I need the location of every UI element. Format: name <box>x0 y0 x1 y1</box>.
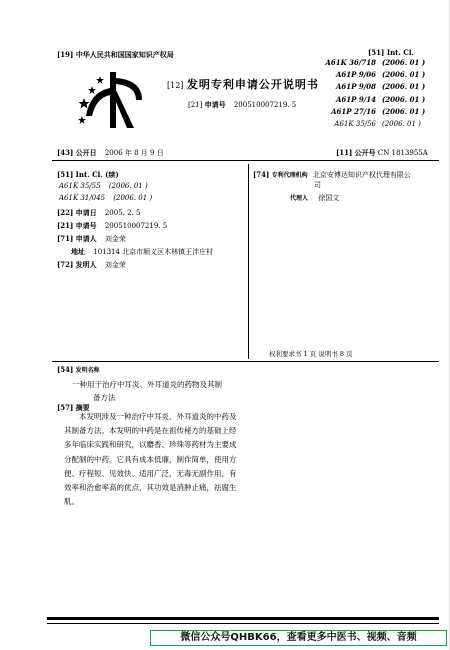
header-rule <box>52 160 439 161</box>
ipc-code: A61P 9/08 <box>335 82 376 92</box>
ipc-code: A61K 35/55 <box>59 182 101 190</box>
pub-date-line <box>57 148 164 158</box>
code-54: [54] <box>57 365 74 374</box>
ipc-year: (2006. 01 ) <box>108 182 148 190</box>
ipc-code: A61P 9/14 <box>335 94 376 104</box>
sipo-logo-icon <box>76 70 146 130</box>
code-12: [12] <box>167 81 184 90</box>
filing-date-value: 2005. 2. 5 <box>104 209 141 217</box>
app-no-value-b: 200510007219. 5 <box>104 222 168 230</box>
applicant-value: 刘金荣 <box>104 235 126 243</box>
ipc-year: (2006. 01 ) <box>113 194 153 202</box>
app-no-header <box>188 100 296 110</box>
wechat-banner: 微信公众号QHBK66，查看更多中医书、视频、音频 <box>150 630 447 646</box>
claims-info: 权利要求书 1 页 说明书 8 页 <box>269 350 353 358</box>
code-21: [21] <box>188 101 203 109</box>
app-no-value: 200510007219. 5 <box>233 101 297 109</box>
code-57: [57] <box>57 403 74 412</box>
address-value: 101314 北京市顺义区木林镇王泮庄村 <box>93 248 214 256</box>
pub-date-label: 公开日 <box>75 148 97 157</box>
ipc-row <box>320 57 432 69</box>
pub-no-label: 公开号 <box>354 148 376 157</box>
code-19: [19] <box>57 50 74 59</box>
pub-date-value: 2006 年 8 月 9 日 <box>104 149 164 157</box>
ipc-code: A61K 35/56 <box>334 119 376 128</box>
invention-title: 一种用于治疗中耳炎、外耳道炎的药物及其制 <box>72 380 222 389</box>
applicant-label: 申请人 <box>75 234 97 243</box>
ipc-year: (2006. 01 ) <box>382 94 426 104</box>
invention-title-cont: 备方法 <box>93 393 116 402</box>
agency-value: 北京安博达知识产权代理有限公 <box>312 171 411 179</box>
middle-rule <box>52 361 439 362</box>
column-divider <box>248 164 249 359</box>
agency-row <box>253 170 411 180</box>
int-cl-label: Int. Cl. <box>386 48 414 57</box>
code-74: [74] <box>253 170 270 179</box>
code-51b: [51] <box>57 170 74 179</box>
app-no-label-b: 申请号 <box>75 221 97 230</box>
authority-line <box>57 50 174 59</box>
ipc-code: A61P 9/06 <box>335 70 376 80</box>
abstract-text: 本发明涉及一种治疗中耳炎、外耳道炎的中药及其制备方法。本发明的中药是在祖传秘方的基础上经多年临床实践和研究，以麝香、珍珠等药材为主要成分配制的中药，它具有成本低廉，制作简单，使用方便、疗程短、见效快、适用广泛、无毒无副作用，有效率和治愈率高的优点，其功效是消肿止痛，祛腐生肌。 <box>64 412 237 507</box>
ipc-year: (2006. 01 ) <box>382 119 421 128</box>
filing-date-row <box>57 208 140 218</box>
bottom-rule-thin <box>47 623 439 624</box>
agent-value: 徐国文 <box>318 194 340 202</box>
agency-value-cont: 司 <box>314 181 321 189</box>
ipc-list <box>320 57 432 130</box>
invention-heading <box>57 365 100 375</box>
code-71: [71] <box>57 234 74 243</box>
address-label: 地址 <box>71 247 85 256</box>
ipc-code: A61K 36/718 <box>325 58 376 67</box>
inventor-row <box>57 260 126 270</box>
ipc-year: (2006. 01 ) <box>382 106 426 116</box>
agent-label: 代理人 <box>290 195 309 202</box>
authority-name: 中华人民共和国国家知识产权局 <box>75 50 174 59</box>
code-21b: [21] <box>57 221 74 230</box>
code-51: [51] <box>368 48 385 57</box>
code-22: [22] <box>57 208 74 217</box>
window-top-frame <box>0 0 450 14</box>
int-cl-cont-label: Int. Cl. (续) <box>75 170 119 179</box>
patent-document <box>0 14 449 650</box>
inventor-label: 发明人 <box>75 260 97 269</box>
app-no-row <box>57 221 167 231</box>
agent-row <box>290 194 339 203</box>
ipc-year: (2006. 01 ) <box>382 58 426 67</box>
invention-title-label: 发明名称 <box>75 367 100 374</box>
ipc-row <box>320 69 432 81</box>
int-cl-cont <box>57 170 119 180</box>
applicant-row <box>57 234 126 244</box>
ipc-row <box>320 94 432 106</box>
code-43: [43] <box>57 148 74 157</box>
ipc-row <box>320 118 432 130</box>
agency-label: 专利代理机构 <box>271 172 308 179</box>
address-row <box>71 247 213 257</box>
app-no-label: 申请号 <box>204 100 226 109</box>
code-11: [11] <box>336 148 353 157</box>
int-cl-heading <box>368 48 414 57</box>
pub-no-line <box>336 148 428 158</box>
ipc-year: (2006. 01 ) <box>382 70 426 80</box>
ipc-cont-row <box>59 194 152 203</box>
doc-title-line <box>167 78 319 93</box>
ipc-row <box>320 106 432 118</box>
ipc-year: (2006. 01 ) <box>382 82 426 92</box>
code-72: [72] <box>57 260 74 269</box>
pub-no-value: CN 1813955A <box>377 149 428 157</box>
ipc-cont-row <box>59 182 148 191</box>
doc-type-title: 发明专利申请公开说明书 <box>186 78 319 91</box>
inventor-value: 刘金荣 <box>104 261 126 269</box>
bottom-rule-thick <box>47 617 439 620</box>
ipc-code: A61P 27/16 <box>331 106 376 116</box>
abstract-label: 摘要 <box>75 403 90 412</box>
ipc-row <box>320 81 432 93</box>
filing-date-label: 申请日 <box>75 208 97 217</box>
ipc-code: A61K 31/045 <box>59 194 106 202</box>
